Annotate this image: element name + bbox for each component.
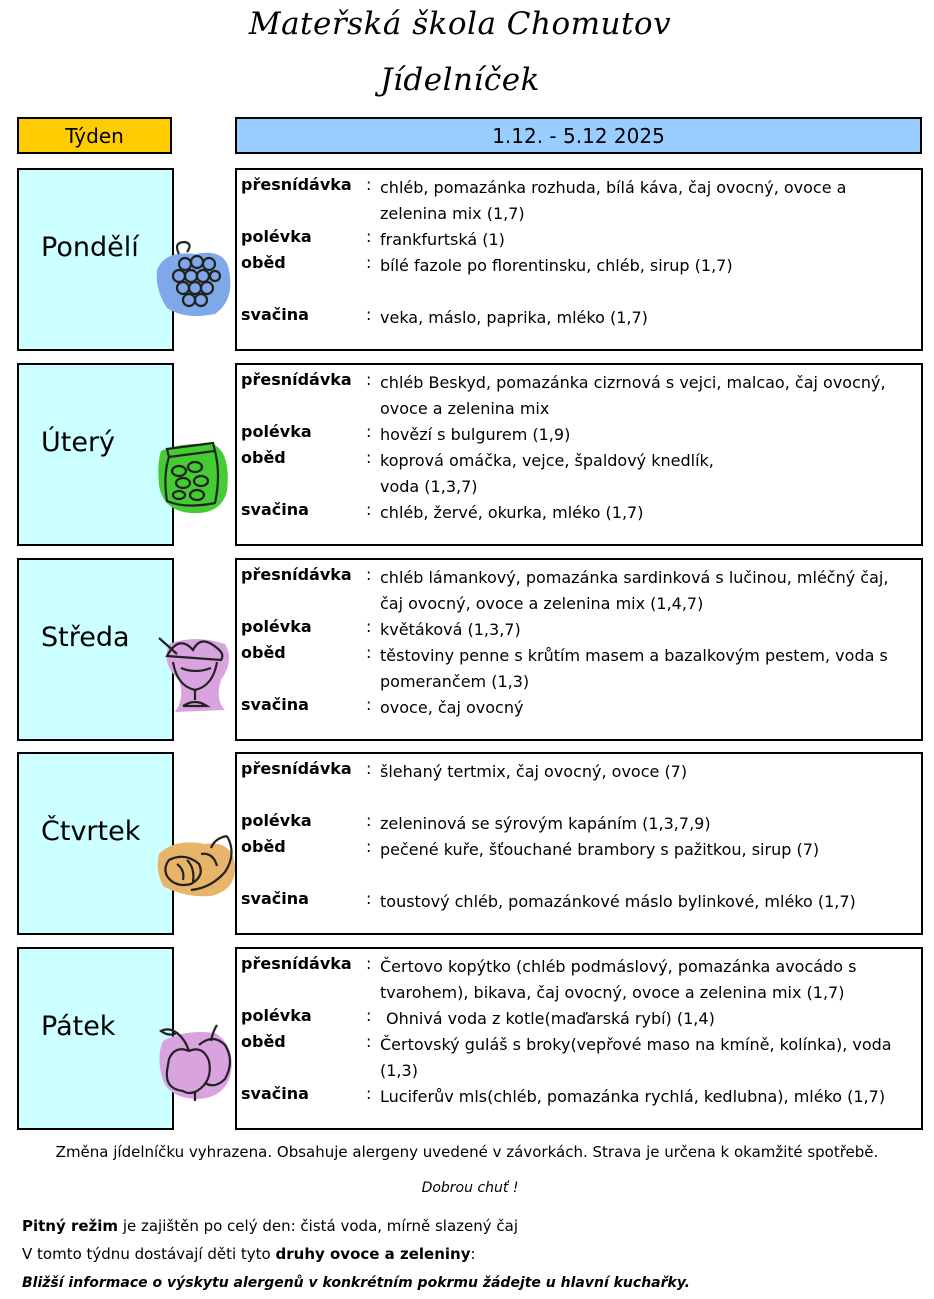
greeting: Dobrou chuť ! [421,1180,519,1196]
label-soup: polévka [241,422,312,441]
apples-icon [155,1019,239,1103]
menu-notice: Změna jídelníčku vyhrazena. Obsahuje alergeny uvedené v závorkách. Strava je určena k okamžité spotřebě. [55,1143,879,1161]
day-box-thursday [17,752,174,935]
label-snack-pm: svačina [241,695,309,714]
day-name: Středa [41,622,130,653]
label-lunch: oběd [241,837,286,856]
day-box-tuesday [17,363,174,546]
value-lunch: bílé fazole po florentinsku, chléb, sirup (1,7) [380,256,733,275]
value-snack-am: chléb lámankový, pomazánka sardinková s lučinou, mléčný čaj, čaj ovocný, ovoce a zelenina mix (1,4,7) [380,568,889,613]
page-title: Jídelníček [380,62,540,98]
menu-box-monday: přesnídávka : chléb, pomazánka rozhuda, bílá káva, čaj ovocný, ovoce a zelenina mix (1,7) polévka : frankfurtská (1) oběd : bílé fazole po florentinsku, chléb, sirup (1,7) svačina : veka, máslo, paprika, mléko (1,7) [235,168,923,351]
value-snack-am: šlehaný tertmix, čaj ovocný, ovoce (7) [380,762,688,781]
week-label: Týden [17,117,172,154]
label-soup: polévka [241,811,312,830]
day-name: Pátek [41,1011,116,1042]
cornucopia-icon [155,824,239,908]
menu-box-wednesday: přesnídávka : chléb lámankový, pomazánka sardinková s lučinou, mléčný čaj, čaj ovocný, ovoce a zelenina mix (1,4,7) polévka : květáková (1,3,7) oběd : těstoviny penne s krůtím masem a bazalkovým pestem, voda s pomerančem (1,3) svačina : ovoce, čaj ovocný [235,558,923,741]
day-name: Úterý [41,427,116,458]
day-box-friday [17,947,174,1130]
value-snack-pm: veka, máslo, paprika, mléko (1,7) [380,308,648,327]
value-soup: zeleninová se sýrovým kapáním (1,3,7,9) [380,814,711,833]
value-lunch: těstoviny penne s krůtím masem a bazalkovým pestem, voda s pomerančem (1,3) [380,646,888,691]
value-snack-pm: toustový chléb, pomazánkové máslo bylinkové, mléko (1,7) [380,892,856,911]
value-lunch: Čertovský guláš s broky(vepřové maso na kmíně, kolínka), voda (1,3) [380,1035,892,1080]
day-box-monday [17,168,174,351]
value-soup: frankfurtská (1) [380,230,505,249]
sundae-icon [155,630,239,714]
label-lunch: oběd [241,448,286,467]
fruit-info [22,1245,476,1263]
value-snack-am: chléb Beskyd, pomazánka cizrnová s vejci, malcao, čaj ovocný, ovoce a zelenina mix [380,373,886,418]
label-snack-am: přesnídávka [241,759,352,778]
drinking-regime-text: je zajištěn po celý den: čistá voda, mírně slazený čaj [118,1217,519,1235]
label-snack-pm: svačina [241,500,309,519]
drinking-regime-label: Pitný režim [22,1217,119,1235]
label-snack-pm: svačina [241,305,309,324]
label-snack-pm: svačina [241,1084,309,1103]
label-snack-am: přesnídávka [241,565,352,584]
menu-box-friday: přesnídávka : Čertovo kopýtko (chléb podmáslový, pomazánka avocádo s tvarohem), bikava, čaj ovocný, ovoce a zelenina mix (1,7) polévka : Ohnivá voda z kotle(maďarská rybí) (1,4) oběd : Čertovský guláš s broky(vepřové maso na kmíně, kolínka), voda (1,3) svačina : Luciferův mls(chléb, pomazánka rychlá, kedlubna), mléko (1,7) [235,947,923,1130]
fruit-info-bold: druhy ovoce a zeleniny [275,1245,471,1263]
value-soup: květáková (1,3,7) [380,620,521,639]
allergen-info: Bližší informace o výskytu alergenů v konkrétním pokrmu žádejte u hlavní kuchařky. [22,1275,690,1291]
label-snack-am: přesnídávka [241,954,352,973]
school-title: Mateřská škola Chomutov [248,6,672,42]
value-lunch: koprová omáčka, vejce, špaldový knedlík, voda (1,3,7) [380,451,714,496]
day-name: Čtvrtek [41,816,141,847]
value-snack-pm: ovoce, čaj ovocný [380,698,524,717]
label-snack-pm: svačina [241,889,309,908]
label-lunch: oběd [241,253,286,272]
week-range: 1.12. - 5.12 2025 [235,117,922,154]
value-snack-pm: chléb, žervé, okurka, mléko (1,7) [380,503,644,522]
label-lunch: oběd [241,643,286,662]
label-soup: polévka [241,227,312,246]
day-name: Pondělí [41,232,139,263]
menu-box-tuesday: přesnídávka : chléb Beskyd, pomazánka cizrnová s vejci, malcao, čaj ovocný, ovoce a zelenina mix polévka : hovězí s bulgurem (1,9) oběd : koprová omáčka, vejce, špaldový knedlík, voda (1,3,7) svačina : chléb, žervé, okurka, mléko (1,7) [235,363,923,546]
label-snack-am: přesnídávka [241,175,352,194]
drinking-regime [22,1217,518,1235]
fruit-info-post: : [470,1245,476,1263]
fruit-info-pre: V tomto týdnu dostávají děti tyto [22,1245,276,1263]
label-lunch: oběd [241,1032,286,1051]
day-box-wednesday [17,558,174,741]
value-soup: hovězí s bulgurem (1,9) [380,425,571,444]
label-soup: polévka [241,1006,312,1025]
menu-box-thursday: přesnídávka : šlehaný tertmix, čaj ovocný, ovoce (7) polévka : zeleninová se sýrovým kapáním (1,3,7,9) oběd : pečené kuře, šťouchané brambory s pažitkou, sirup (7) svačina : toustový chléb, pomazánkové máslo bylinkové, mléko (1,7) [235,752,923,935]
label-snack-am: přesnídávka [241,370,352,389]
jar-icon [155,435,239,519]
value-snack-am: chléb, pomazánka rozhuda, bílá káva, čaj ovocný, ovoce a zelenina mix (1,7) [380,178,847,223]
grapes-icon [155,240,239,324]
value-soup: Ohnivá voda z kotle(maďarská rybí) (1,4) [386,1009,715,1028]
value-lunch: pečené kuře, šťouchané brambory s pažitkou, sirup (7) [380,840,820,859]
value-snack-am: Čertovo kopýtko (chléb podmáslový, pomazánka avocádo s tvarohem), bikava, čaj ovocný, ovoce a zelenina mix (1,7) [380,957,857,1002]
label-soup: polévka [241,617,312,636]
value-snack-pm: Luciferův mls(chléb, pomazánka rychlá, kedlubna), mléko (1,7) [380,1087,886,1106]
